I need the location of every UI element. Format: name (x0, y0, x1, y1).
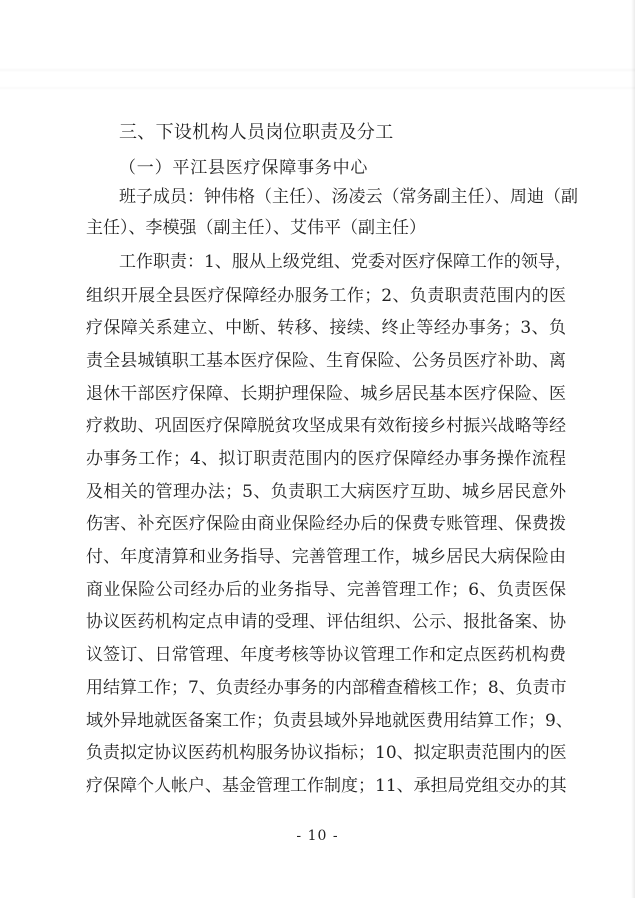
duties-line: 用结算工作；7、负责经办事务的内部稽查稽核工作；8、负责市 (86, 678, 567, 698)
duties-line: 付、年度清算和业务指导、完善管理工作，城乡居民大病保险由 (86, 547, 566, 567)
duties-line: 退休干部医疗保障、长期护理保险、城乡居民基本医疗保险、医 (86, 384, 566, 404)
duties-line: 域外异地就医备案工作；负责县域外异地就医费用结算工作；9、 (86, 711, 573, 731)
duties-line: 办事务工作；4、拟订职责范围内的医疗保障经办事务操作流程 (86, 449, 566, 469)
duties-line: 疗保障个人帐户、基金管理工作制度；11、承担局党组交办的其 (86, 776, 567, 796)
duties-line: 商业保险公司经办后的业务指导、完善管理工作；6、负责医保 (86, 580, 566, 600)
duties-line: 疗救助、巩固医疗保障脱贫攻坚成果有效衔接乡村振兴战略等经 (86, 416, 566, 436)
duties-line: 组织开展全县医疗保障经办服务工作；2、负责职责范围内的医 (86, 286, 566, 306)
duties-line: 负责拟定协议医药机构服务协议指标；10、拟定职责范围内的医 (86, 743, 567, 763)
scan-artifact (0, 68, 635, 108)
duties-line: 伤害、补充医疗保险由商业保险经办后的保费专账管理、保费拨 (86, 514, 566, 534)
duties-line: 议签订、日常管理、年度考核等协议管理工作和定点医药机构费 (86, 645, 566, 665)
duties-line: 及相关的管理办法；5、负责职工大病医疗互助、城乡居民意外 (86, 482, 566, 502)
members-line: 主任）、李模强（副主任）、艾伟平（副主任） (86, 218, 426, 238)
page-edge-shadow (631, 0, 635, 898)
members-line: 班子成员：钟伟格（主任）、汤凌云（常务副主任）、周迪（副 (119, 187, 578, 207)
duties-line: 责全县城镇职工基本医疗保险、生育保险、公务员医疗补助、离 (86, 351, 566, 371)
duties-line: 疗保障关系建立、中断、转移、接续、终止等经办事务；3、负 (86, 318, 566, 338)
sub-heading: （一）平江县医疗保障事务中心 (119, 158, 369, 178)
section-heading: 三、下设机构人员岗位职责及分工 (119, 122, 394, 143)
duties-line: 协议医药机构定点申请的受理、评估组织、公示、报批备案、协 (86, 612, 566, 632)
duties-line: 工作职责：1、服从上级党组、党委对医疗保障工作的领导， (119, 252, 572, 272)
page-number: - 10 - (296, 828, 339, 844)
